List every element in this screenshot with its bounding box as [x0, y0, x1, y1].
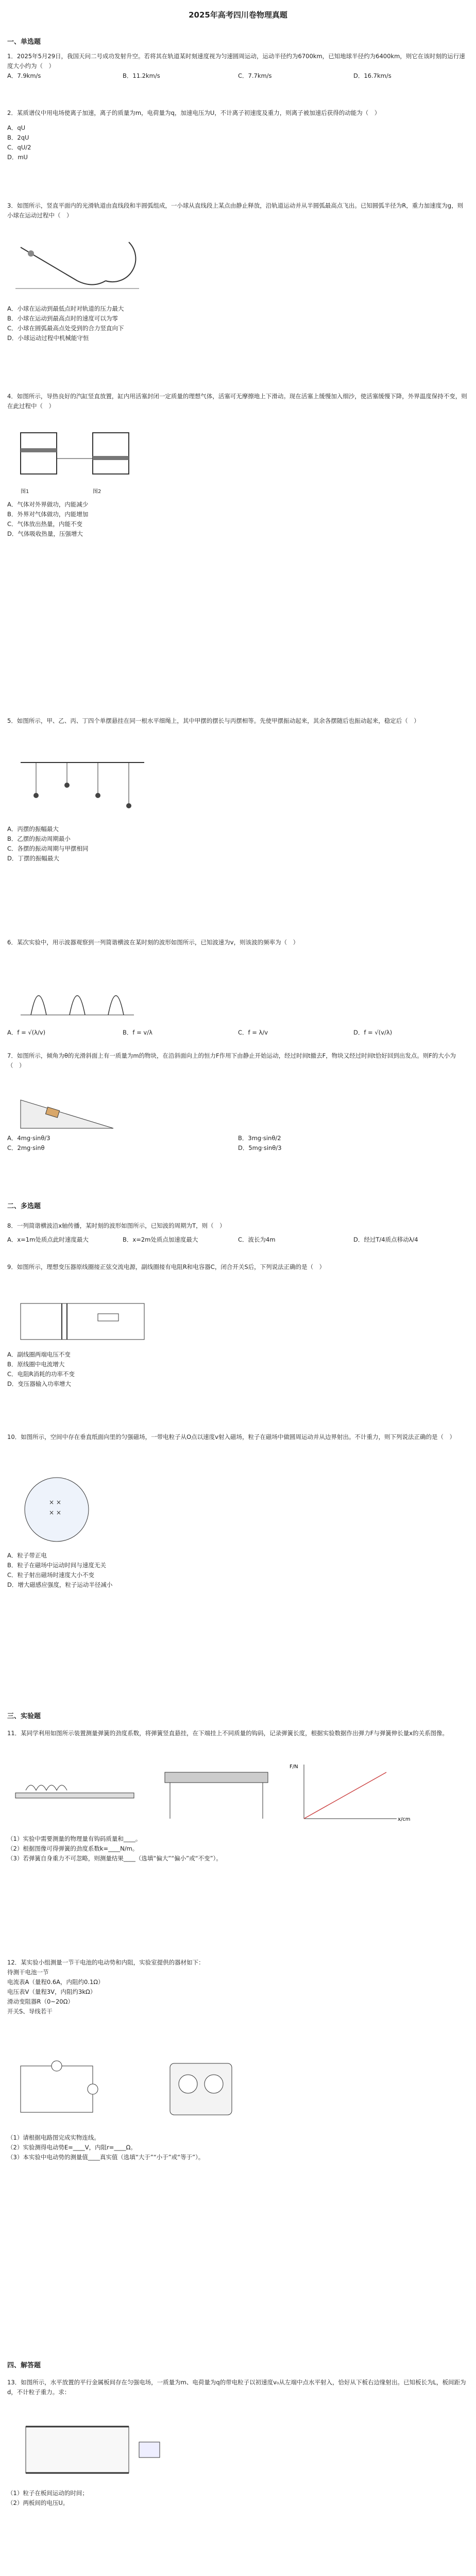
- option-a: A．粒子带正电: [7, 1552, 47, 1559]
- question-5-options: [7, 824, 469, 863]
- question-stem: 7．如图所示，倾角为θ的光滑斜面上有一质量为m的物块，在沿斜面向上的恒力F作用下由静止开始运动，经过时间t撤去F，物块又经过时间t恰好回到出发点。则F的大小为（ ）: [7, 1052, 456, 1069]
- equipment-item: 滑动变阻器R（0~20Ω）: [7, 1998, 74, 2005]
- option-b: B．粒子在磁场中运动时间与速度无关: [7, 1562, 106, 1569]
- question-10: [7, 1432, 469, 1442]
- q11-figure: [15, 1762, 411, 1824]
- question-12: [7, 1958, 469, 2016]
- option-a: A．7.9km/s: [7, 72, 41, 79]
- q12-figure: [15, 2056, 273, 2123]
- section-heading-solution: 四、解答题: [7, 2362, 41, 2369]
- subquestion-3: （3）若弹簧自身重力不可忽略，则测量结果____（选填“偏大”“偏小”或“不变”）。: [7, 1855, 222, 1862]
- subquestion-2: （2）两板间的电压U。: [7, 2499, 69, 2506]
- option-d: D．f = √(v/λ): [353, 1029, 393, 1036]
- option-b: B．2qU: [7, 134, 29, 141]
- chart-x-label: x/cm: [398, 1817, 411, 1822]
- question-stem: 2．某质谱仪中用电场使离子加速，离子的质量为m，电荷量为q，加速电压为U，不计离子初速度及重力，则离子被加速后获得的动能为（ ）: [7, 109, 381, 116]
- question-4-options: [7, 500, 469, 539]
- equipment-item: 电压表V（量程3V，内阻约3kΩ）: [7, 1988, 96, 1995]
- q13-figure: [15, 2421, 170, 2478]
- question-6-options: [7, 1028, 469, 1038]
- option-c: C．气体放出热量，内能不变: [7, 520, 83, 528]
- option-c: C．7.7km/s: [238, 72, 272, 79]
- option-b: B．乙摆的振动周期最小: [7, 835, 71, 842]
- section-heading-experiment: 三、实验题: [7, 1713, 41, 1720]
- subquestion-1: （1）请根据电路图完成实物连线。: [7, 2134, 100, 2141]
- question-stem: 8．一列简谐横波沿x轴传播，某时刻的波形如图所示，已知波的周期为T，则（ ）: [7, 1222, 226, 1229]
- question-stem: 4．如图所示，导热良好的汽缸竖直放置，缸内用活塞封闭一定质量的理想气体，活塞可无摩擦地上下滑动。现在活塞上缓慢加入细沙，使活塞缓慢下降，外界温度保持不变，则在此过程中（ ）: [7, 393, 467, 410]
- question-stem: 9．如图所示，理想变压器原线圈接正弦交流电源，副线圈接有电阻R和电容器C，闭合开关S后，下列说法正确的是（ ）: [7, 1263, 326, 1270]
- option-c: C．qU/2: [7, 144, 31, 151]
- question-13: [7, 2378, 469, 2397]
- svg-text:× ×: × ×: [49, 1499, 61, 1506]
- option-b: B．f = v/λ: [123, 1029, 152, 1036]
- question-4: [7, 392, 469, 411]
- figure-caption-1: 图1: [21, 489, 29, 495]
- question-9: [7, 1262, 469, 1272]
- q4-figure: [15, 428, 201, 484]
- option-b: B．外界对气体做功，内能增加: [7, 511, 89, 518]
- option-a: A．4mg·sinθ/3: [7, 1134, 50, 1142]
- option-d: D．小球运动过程中机械能守恒: [7, 334, 89, 342]
- question-8: [7, 1221, 469, 1245]
- question-1: [7, 52, 469, 81]
- equipment-item: 开关S、导线若干: [7, 2008, 53, 2015]
- question-5: [7, 716, 469, 726]
- option-c: C．f = λ/v: [238, 1029, 268, 1036]
- equipment-item: 电流表A（量程0.6A，内阻约0.1Ω）: [7, 1978, 104, 1986]
- q3-figure: [15, 232, 149, 294]
- q11-chart: [290, 1764, 411, 1822]
- option-d: D．丁摆的振幅最大: [7, 855, 59, 862]
- question-3-options: [7, 304, 469, 343]
- option-b: B．x=2m处质点加速度最大: [123, 1236, 198, 1243]
- question-3: [7, 201, 469, 221]
- question-stem: 10．如图所示，空间中存在垂直纸面向里的匀强磁场，一带电粒子从O点以速度v射入磁场，粒子在磁场中做圆周运动并从边界射出。不计重力，则下列说法正确的是（ ）: [7, 1433, 455, 1440]
- option-c: C．小球在圆弧最高点处受到的合力竖直向下: [7, 325, 124, 332]
- question-10-options: [7, 1551, 469, 1590]
- option-a: A．f = √(λ/v): [7, 1029, 46, 1036]
- question-stem: 5．如图所示，甲、乙、丙、丁四个单摆悬挂在同一根水平细绳上，其中甲摆的摆长与丙摆相等。先使甲摆振动起来，其余各摆随后也振动起来，稳定后（ ）: [7, 717, 420, 724]
- question-6: [7, 938, 469, 947]
- question-12-subparts: [7, 2133, 469, 2162]
- option-d: D．变压器输入功率增大: [7, 1380, 71, 1387]
- question-stem: 6．某次实验中，用示波器观察到一列简谐横波在某时刻的波形如图所示，已知波速为v，则该波的频率为（ ）: [7, 939, 299, 946]
- question-11-subparts: [7, 1834, 469, 1863]
- option-b: B．小球在运动到最高点时的速度可以为零: [7, 315, 118, 322]
- option-d: D．增大磁感应强度，粒子运动半径减小: [7, 1581, 113, 1588]
- question-7-options: [7, 1133, 469, 1153]
- question-13-subparts: [7, 2488, 469, 2508]
- figure-caption-2: 图2: [93, 489, 101, 495]
- option-d: D．16.7km/s: [353, 72, 392, 79]
- q9-figure: [15, 1298, 149, 1345]
- option-d: D．经过T/4质点移动λ/4: [353, 1236, 418, 1243]
- question-7: [7, 1051, 469, 1071]
- question-stem: 13．如图所示，水平放置的平行金属板间存在匀强电场，一质量为m、电荷量为q的带电粒子以初速度v₀从左端中点水平射入，恰好从下板右边缘射出。已知板长为L，板间距为d，不计粒子重力。求：: [7, 2379, 466, 2396]
- question-9-options: [7, 1350, 469, 1389]
- option-a: A．小球在运动到最低点时对轨道的压力最大: [7, 305, 124, 312]
- subquestion-3: （3）本实验中电动势的测量值____真实值（选填“大于”“小于”或“等于”）。: [7, 2154, 205, 2161]
- option-d: D．mU: [7, 154, 28, 161]
- option-d: D．5mg·sinθ/3: [238, 1144, 282, 1151]
- option-c: C．电阻R消耗的功率不变: [7, 1370, 75, 1378]
- q7-figure: [15, 1092, 118, 1133]
- question-stem: 12．某实验小组测量一节干电池的电动势和内阻，实验室提供的器材如下：: [7, 1959, 205, 1966]
- equipment-item: 待测干电池一节: [7, 1969, 49, 1976]
- option-d: D．气体吸收热量，压强增大: [7, 530, 83, 537]
- svg-text:× ×: × ×: [49, 1509, 61, 1516]
- option-c: C．各摆的振动周期与甲摆相同: [7, 845, 89, 852]
- option-a: A．气体对外界做功，内能减少: [7, 501, 89, 508]
- question-11: [7, 1728, 469, 1738]
- option-b: B．3mg·sinθ/2: [238, 1134, 281, 1142]
- subquestion-1: （1）实验中需要测量的物理量有钩码质量和____。: [7, 1835, 142, 1842]
- section-heading-single-choice: 一、单选题: [7, 38, 41, 46]
- option-a: A．丙摆的振幅最大: [7, 825, 59, 833]
- question-stem: 11．某同学利用如图所示装置测量弹簧的劲度系数，将弹簧竖直悬挂，在下端挂上不同质量的钩码，记录弹簧长度，根据实验数据作出弹力F与弹簧伸长量x的关系图像。: [7, 1730, 449, 1737]
- option-a: A．x=1m处质点此时速度最大: [7, 1236, 89, 1243]
- section-heading-multiple-choice: 二、多选题: [7, 1202, 41, 1210]
- q6-figure: [15, 974, 139, 1020]
- option-c: C．2mg·sinθ: [7, 1144, 45, 1151]
- page-title: 2025年高考四川卷物理真题: [189, 10, 287, 20]
- option-c: C．波长为4m: [238, 1236, 276, 1243]
- option-b: B．原线圈中电流增大: [7, 1361, 65, 1368]
- question-stem: 3．如图所示，竖直平面内的光滑轨道由直线段和半圆弧组成，一小球从直线段上某点由静止释放，沿轨道运动并从半圆弧最高点飞出。已知圆弧半径为R，重力加速度为g，则小球在运动过程中（ ）: [7, 202, 464, 219]
- option-b: B．11.2km/s: [123, 72, 160, 79]
- subquestion-2: （2）根据图像可得弹簧的劲度系数k=____N/m。: [7, 1845, 139, 1852]
- question-2: [7, 108, 469, 162]
- option-a: A．副线圈两端电压不变: [7, 1351, 71, 1358]
- q10-figure: [21, 1473, 93, 1546]
- option-a: A．qU: [7, 124, 26, 131]
- option-c: C．粒子射出磁场时速度大小不变: [7, 1571, 95, 1579]
- question-stem: 1．2025年5月29日，我国天问二号成功发射升空。若将其在轨道某时刻速度视为匀速圆周运动，运动半径约为6700km，已知地球半径约为6400km，则它在该时刻的运行速度大小约为（ ）: [7, 53, 465, 70]
- chart-y-label: F/N: [290, 1764, 298, 1770]
- subquestion-1: （1）粒子在板间运动的时间；: [7, 2489, 88, 2497]
- subquestion-2: （2）实验测得电动势E=____V，内阻r=____Ω。: [7, 2144, 137, 2151]
- q5-figure: [15, 757, 149, 814]
